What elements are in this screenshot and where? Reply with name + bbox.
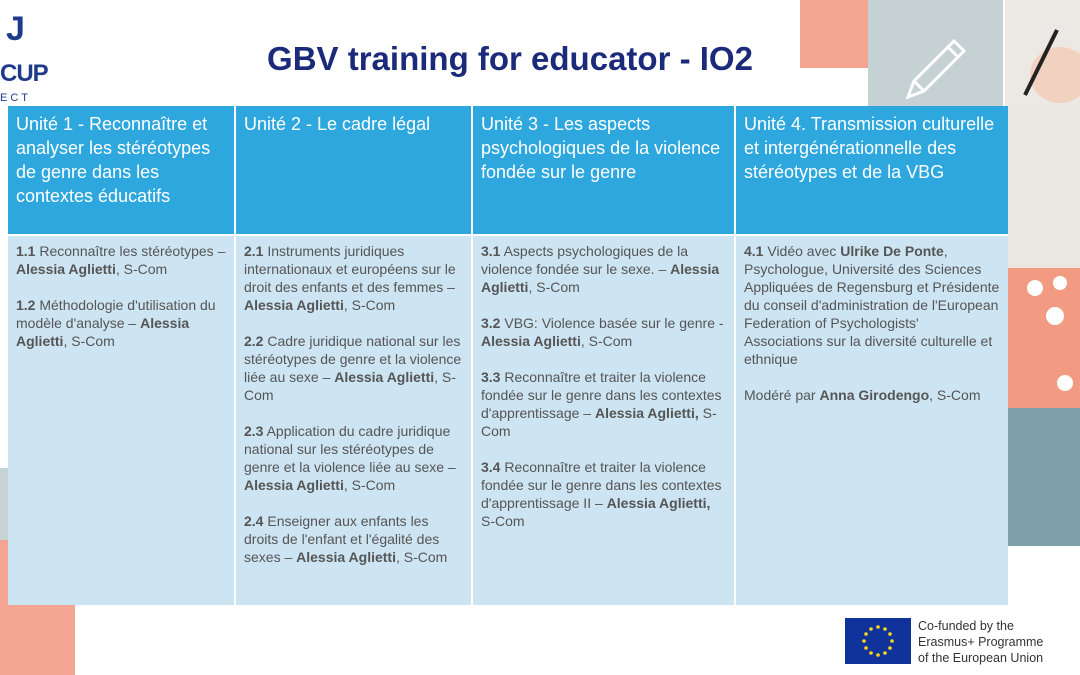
speaker-name: Alessia Aglietti bbox=[481, 261, 720, 295]
module-item bbox=[244, 512, 463, 566]
module-text: , S-Com bbox=[63, 333, 115, 349]
module-text: Vidéo avec bbox=[763, 243, 841, 259]
module-text: , S-Com bbox=[115, 261, 168, 277]
speaker-name: Alessia Aglietti bbox=[16, 261, 116, 277]
module-text: VBG: Violence basée sur le genre - bbox=[500, 315, 724, 331]
speaker-name: Alessia Aglietti bbox=[244, 297, 344, 313]
hand-writing-photo bbox=[1005, 0, 1080, 108]
unit-header: Unité 2 - Le cadre légal bbox=[235, 106, 472, 235]
module-text: , S-Com bbox=[528, 279, 580, 295]
unit-content bbox=[235, 235, 472, 605]
unit-header: Unité 1 - Reconnaître et analyser les stéréotypes de genre dans les contextes éducatifs bbox=[8, 106, 235, 235]
module-text: , S-Com bbox=[396, 549, 448, 565]
module-item bbox=[744, 386, 1000, 404]
module-text: Méthodologie d'utilisation du modèle d'analyse – bbox=[16, 297, 216, 331]
pencil-icon bbox=[900, 35, 970, 105]
unit-content bbox=[472, 235, 735, 605]
training-units-table bbox=[8, 106, 1008, 605]
speaker-name: Alessia Aglietti, bbox=[594, 405, 699, 421]
module-item bbox=[481, 314, 726, 350]
paper-balls-photo bbox=[1005, 268, 1080, 408]
module-text: Cadre juridique national sur les stéréotypes de genre et la violence liée au sexe – bbox=[244, 333, 462, 385]
module-text: S-Com bbox=[481, 513, 525, 529]
module-number: 3.2 bbox=[481, 315, 501, 331]
eu-cofunding-text: Co-funded by the Erasmus+ Programme of the European Union bbox=[918, 619, 1044, 665]
speaker-name: Ulrike De Ponte bbox=[840, 243, 944, 259]
unit-header: Unité 3 - Les aspects psychologiques de la violence fondée sur le genre bbox=[472, 106, 735, 235]
module-item bbox=[481, 458, 726, 530]
speaker-name: Alessia Aglietti bbox=[296, 549, 396, 565]
module-text: Aspects psychologiques de la violence fondée sur le sexe. – bbox=[481, 243, 689, 277]
speaker-name: Alessia Aglietti bbox=[481, 333, 581, 349]
module-text: , S-Com bbox=[580, 333, 633, 349]
module-number: 1.1 bbox=[16, 243, 36, 259]
module-item bbox=[16, 242, 226, 278]
unit-content bbox=[8, 235, 235, 605]
module-text: Enseigner aux enfants les droits de l'enfant et l'égalité des sexes – bbox=[244, 513, 440, 565]
module-number: 3.1 bbox=[481, 243, 501, 259]
eu-flag bbox=[845, 618, 911, 664]
speaker-name: Alessia Aglietti bbox=[334, 369, 435, 385]
module-item bbox=[481, 242, 726, 296]
module-text: Reconnaître les stéréotypes – bbox=[35, 243, 226, 259]
module-item bbox=[244, 332, 463, 404]
module-text: , S-Com bbox=[244, 369, 456, 403]
speaker-name: Alessia Aglietti bbox=[16, 315, 190, 349]
project-logo: J CUP ECT bbox=[0, 10, 48, 104]
module-item bbox=[244, 422, 463, 494]
module-text: , Psychologue, Université des Sciences Appliquées de Regensburg et Présidente du conseil d'administration de l'European Federation of Psychologists' Associations sur la diversité culturelle et ethnique bbox=[744, 243, 1000, 367]
module-number: 2.3 bbox=[244, 423, 264, 439]
page-title: GBV training for educator - IO2 bbox=[267, 40, 753, 77]
module-text: S-Com bbox=[481, 405, 717, 439]
module-text: , S-Com bbox=[929, 387, 981, 403]
module-number: 4.1 bbox=[744, 243, 764, 259]
header-row bbox=[8, 106, 1008, 235]
module-number: 1.2 bbox=[16, 297, 36, 313]
unit-header: Unité 4. Transmission culturelle et intergénérationnelle des stéréotypes et de la VBG bbox=[735, 106, 1008, 235]
unit-content bbox=[735, 235, 1008, 605]
module-text: , S-Com bbox=[343, 477, 396, 493]
module-text: Reconnaître et traiter la violence fondée sur le genre dans les contextes d'apprentissage II – bbox=[481, 459, 722, 511]
content-row bbox=[8, 235, 1008, 605]
module-text: , S-Com bbox=[343, 297, 396, 313]
module-item bbox=[16, 296, 226, 350]
module-item bbox=[244, 242, 463, 314]
module-number: 3.3 bbox=[481, 369, 501, 385]
module-number: 2.4 bbox=[244, 513, 264, 529]
module-item bbox=[481, 368, 726, 440]
module-text: Application du cadre juridique national sur les stéréotypes de genre et la violence liée au sexe – bbox=[244, 423, 456, 475]
module-number: 2.1 bbox=[244, 243, 264, 259]
module-number: 3.4 bbox=[481, 459, 501, 475]
module-text: Instruments juridiques internationaux et européens sur le droit des enfants et des femmes – bbox=[244, 243, 456, 295]
module-text: Modéré par bbox=[744, 387, 820, 403]
module-text: Reconnaître et traiter la violence fondée sur le genre dans les contextes d'apprentissage – bbox=[481, 369, 722, 421]
speaker-name: Alessia Aglietti, bbox=[606, 495, 711, 511]
speaker-name: Alessia Aglietti bbox=[244, 477, 344, 493]
module-number: 2.2 bbox=[244, 333, 264, 349]
decor-block bbox=[1008, 408, 1080, 546]
speaker-name: Anna Girodengo bbox=[819, 387, 930, 403]
decor-block bbox=[1005, 108, 1080, 268]
module-item bbox=[744, 242, 1000, 368]
